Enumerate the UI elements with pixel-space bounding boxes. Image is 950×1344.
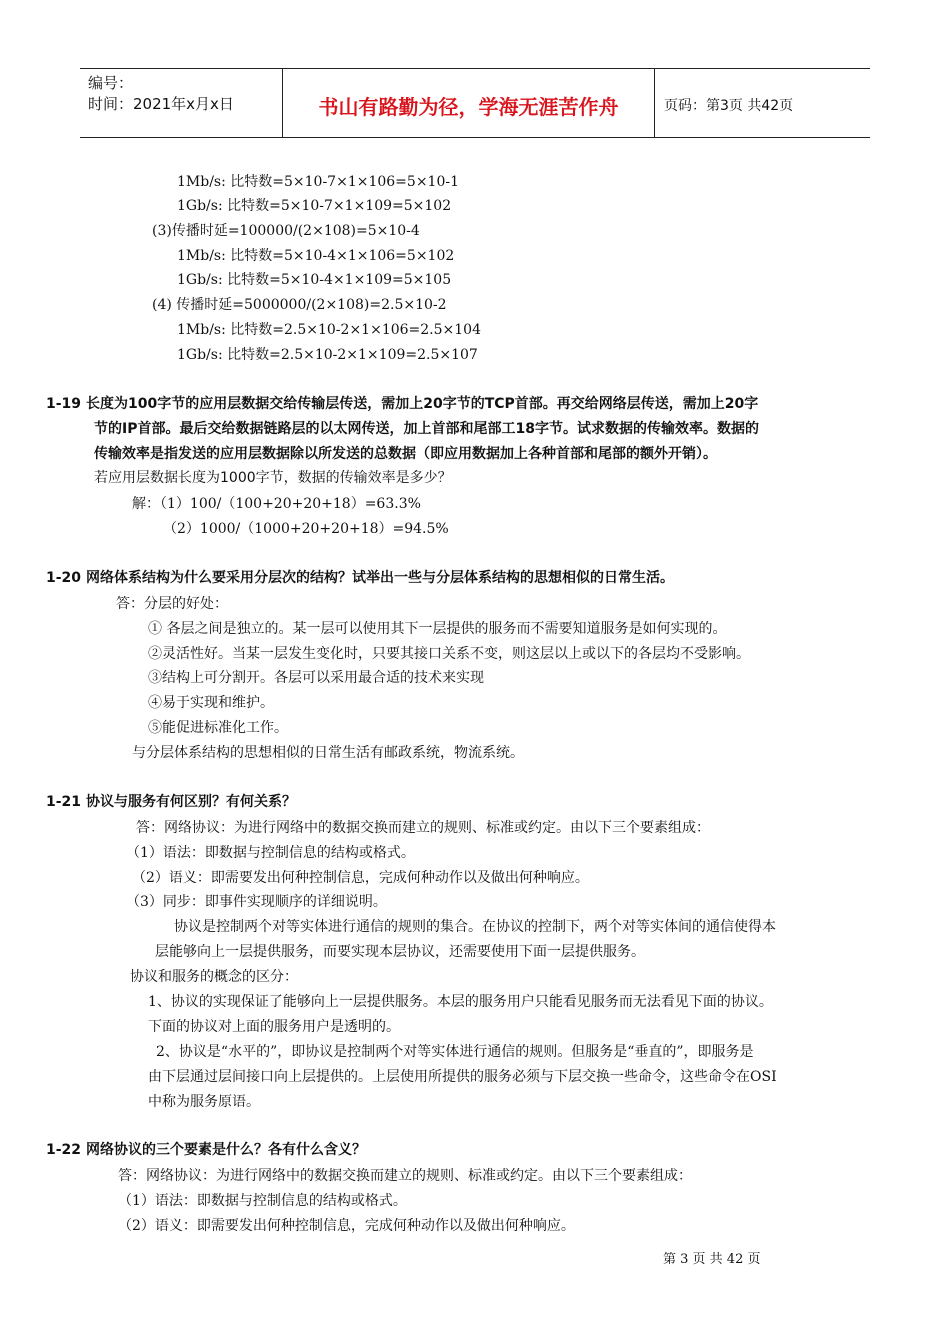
- header-number-label: 编号：: [88, 74, 134, 92]
- question-text: 网络体系结构为什么要采用分层次的结构？试举出一些与分层体系结构的思想相似的日常生活。: [86, 570, 674, 586]
- question-text: 若应用层数据长度为1000字节，数据的传输效率是多少？: [94, 470, 452, 486]
- answer-line: 答：网络协议：为进行网络中的数据交换而建立的规则、标准或约定。由以下三个要素组成：: [118, 1168, 692, 1184]
- header-date-label: 时间：2021年x月x日: [88, 95, 234, 113]
- question-text: 长度为100字节的应用层数据交给传输层传送，需加上20字节的TCP首部。再交给网络层传送，需加上20字: [86, 396, 759, 412]
- question-number: 1-21: [46, 794, 82, 810]
- answer-line: 1、协议的实现保证了能够向上一层提供服务。本层的服务用户只能看见服务而无法看见下面的协议。: [148, 994, 773, 1010]
- question-1-21: [46, 790, 296, 814]
- answer-line: 解：（1）100/（100+20+20+18）=63.3%: [132, 496, 421, 512]
- answer-line: 中称为服务原语。: [148, 1094, 260, 1110]
- answer-line: （2）1000/（1000+20+20+18）=94.5%: [163, 521, 449, 537]
- calc-line: 1Gb/s: 比特数=5×10-4×1×109=5×105: [177, 272, 452, 288]
- answer-line: 协议和服务的概念的区分：: [130, 969, 298, 985]
- header-meta: [88, 73, 234, 115]
- header-motto: 书山有路勤为径，学海无涯苦作舟: [318, 95, 619, 119]
- answer-line: ⑤能促进标准化工作。: [148, 720, 288, 736]
- calc-line: 1Gb/s: 比特数=5×10-7×1×109=5×102: [177, 198, 452, 214]
- question-text: 节的IP首部。最后交给数据链路层的以太网传送，加上首部和尾部工18字节。试求数据的传输效率。数据的: [94, 421, 759, 437]
- answer-line: ④易于实现和维护。: [148, 695, 274, 711]
- question-1-22: [46, 1138, 366, 1162]
- answer-line: （3）同步：即事件实现顺序的详细说明。: [126, 894, 387, 910]
- answer-line: （2）语义：即需要发出何种控制信息，完成何种动作以及做出何种响应。: [132, 870, 589, 886]
- answer-line: 协议是控制两个对等实体进行通信的规则的集合。在协议的控制下，两个对等实体间的通信使得本: [174, 919, 776, 935]
- calc-line: (3)传播时延=100000/(2×108)=5×10-4: [152, 223, 420, 239]
- header-page-code: 页码：第3页 共42页: [664, 98, 794, 114]
- calc-line: 1Mb/s: 比特数=5×10-4×1×106=5×102: [177, 248, 455, 264]
- question-number: 1-19: [46, 396, 82, 412]
- answer-line: 答：分层的好处：: [116, 596, 228, 612]
- answer-line: 与分层体系结构的思想相似的日常生活有邮政系统，物流系统。: [132, 745, 524, 761]
- question-text: 传输效率是指发送的应用层数据除以所发送的总数据（即应用数据加上各种首部和尾部的额外开销）。: [94, 446, 717, 462]
- calc-line: 1Gb/s: 比特数=2.5×10-2×1×109=2.5×107: [177, 347, 478, 363]
- question-number: 1-20: [46, 570, 82, 586]
- page-footer: 第 3 页 共 42 页: [663, 1252, 761, 1267]
- answer-line: ②灵活性好。当某一层发生变化时，只要其接口关系不变，则这层以上或以下的各层均不受影响。: [148, 646, 750, 662]
- answer-line: （1）语法：即数据与控制信息的结构或格式。: [126, 845, 415, 861]
- page-header: [80, 68, 870, 138]
- answer-line: 2、协议是“水平的”，即协议是控制两个对等实体进行通信的规则。但服务是“垂直的”，即服务是: [156, 1044, 754, 1060]
- question-number: 1-22: [46, 1142, 82, 1158]
- answer-line: ① 各层之间是独立的。某一层可以使用其下一层提供的服务而不需要知道服务是如何实现的。: [148, 621, 727, 637]
- question-text: 协议与服务有何区别？有何关系？: [86, 794, 296, 810]
- question-text: 网络协议的三个要素是什么？各有什么含义？: [86, 1142, 366, 1158]
- answer-line: 层能够向上一层提供服务，而要实现本层协议，还需要使用下面一层提供服务。: [155, 944, 645, 960]
- answer-line: 由下层通过层间接口向上层提供的。上层使用所提供的服务必须与下层交换一些命令，这些命令在OSI: [148, 1069, 777, 1085]
- answer-line: 答：网络协议：为进行网络中的数据交换而建立的规则、标准或约定。由以下三个要素组成：: [136, 820, 710, 836]
- calc-line: 1Mb/s: 比特数=5×10-7×1×106=5×10-1: [177, 174, 460, 190]
- answer-line: ③结构上可分割开。各层可以采用最合适的技术来实现: [148, 670, 484, 686]
- question-1-19: [46, 392, 758, 416]
- answer-line: （2）语义：即需要发出何种控制信息，完成何种动作以及做出何种响应。: [118, 1218, 575, 1234]
- calc-line: 1Mb/s: 比特数=2.5×10-2×1×106=2.5×104: [177, 322, 481, 338]
- answer-line: （1）语法：即数据与控制信息的结构或格式。: [118, 1193, 407, 1209]
- answer-line: 下面的协议对上面的服务用户是透明的。: [148, 1019, 400, 1035]
- question-1-20: [46, 566, 674, 590]
- calc-line: (4) 传播时延=5000000/(2×108)=2.5×10-2: [152, 297, 447, 313]
- header-divider: [654, 69, 655, 137]
